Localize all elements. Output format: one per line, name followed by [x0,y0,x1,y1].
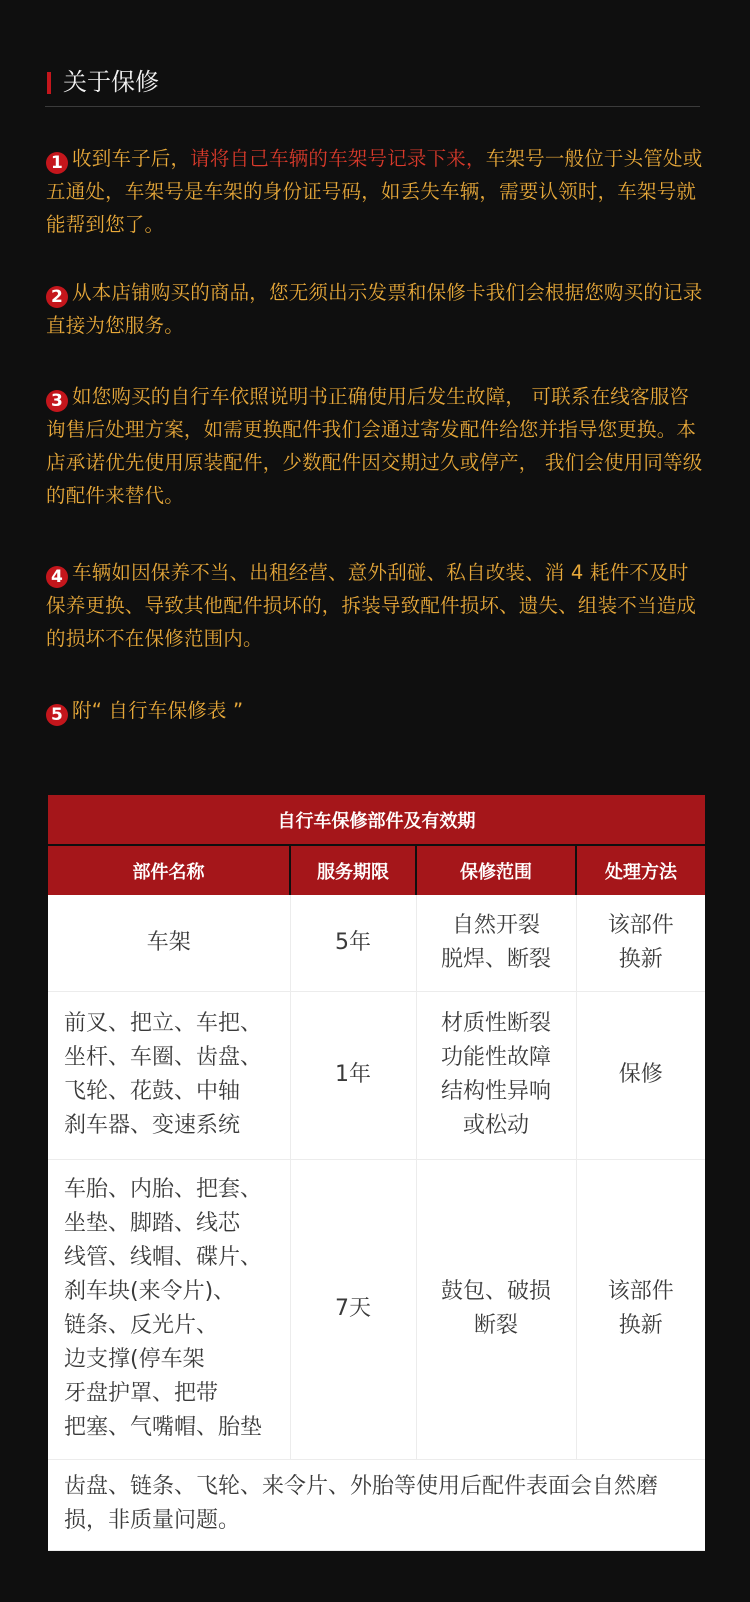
table-caption: 自行车保修部件及有效期 [48,795,705,845]
cell-part-name: 车胎、内胎、把套、 坐垫、脚踏、线芯 线管、线帽、碟片、 刹车块(来令片)、 链条、反光片、 边支撑(停车架 牙盘护罩、把带 把塞、气嘴帽、胎垫 [48,1159,290,1459]
cell-service-period: 5年 [290,895,416,991]
item-1-text-highlight: 请将自己车辆的车架号记录下来， [190,147,486,170]
cell-handling-method: 保修 [576,991,705,1159]
number-badge-1: 1 [46,152,68,174]
cell-service-period: 1年 [290,991,416,1159]
section-header [45,64,700,107]
warranty-item-5 [46,694,704,727]
item-4-text: 车辆如因保养不当、出租经营、意外刮碰、私自改装、消 4 耗件不及时保养更换、导致其他配件损坏的，拆装导致配件损坏、遗失、组装不当造成的损坏不在保修范围内。 [46,561,697,650]
column-header-warranty-scope: 保修范围 [416,845,576,895]
cell-service-period: 7天 [290,1159,416,1459]
item-1-text-post: 车架号一般位于头管处或五通处，车架号是车架的身份证号码，如丢失车辆，需要认领时，车架号就能帮到您了。 [46,147,703,236]
cell-part-name: 前叉、把立、车把、 坐杆、车圈、齿盘、 飞轮、花鼓、中轴 刹车器、变速系统 [48,991,290,1159]
cell-warranty-scope: 自然开裂 脱焊、断裂 [416,895,576,991]
cell-handling-method: 该部件 换新 [576,1159,705,1459]
item-5-text: 附“ 自行车保修表 ” [72,699,244,722]
number-badge-5: 5 [46,704,68,726]
warranty-table [48,795,705,1551]
table-row [48,1159,705,1459]
table-row [48,895,705,991]
warranty-item-3 [46,380,704,512]
warranty-item-4 [46,556,704,655]
table-note: 齿盘、链条、飞轮、来令片、外胎等使用后配件表面会自然磨损，非质量问题。 [48,1459,705,1550]
item-2-text: 从本店铺购买的商品，您无须出示发票和保修卡我们会根据您购买的记录直接为您服务。 [46,281,703,337]
page-title: 关于保修 [63,68,159,96]
column-header-service-period: 服务期限 [290,845,416,895]
cell-part-name: 车架 [48,895,290,991]
item-1-text-pre: 收到车子后， [72,147,191,170]
cell-warranty-scope: 鼓包、破损 断裂 [416,1159,576,1459]
column-header-handling-method: 处理方法 [576,845,705,895]
header-accent-bar [47,72,51,94]
cell-warranty-scope: 材质性断裂 功能性故障 结构性异响 或松动 [416,991,576,1159]
column-header-part-name: 部件名称 [48,845,290,895]
item-3-text: 如您购买的自行车依照说明书正确使用后发生故障， 可联系在线客服咨询售后处理方案，如需更换配件我们会通过寄发配件给您并指导您更换。本店承诺优先使用原装配件，少数配件因交期过久或停产， 我们会使用同等级的配件来替代。 [46,385,703,507]
cell-handling-method: 该部件 换新 [576,895,705,991]
table-row [48,991,705,1159]
warranty-item-1 [46,142,704,241]
number-badge-2: 2 [46,286,68,308]
number-badge-3: 3 [46,390,68,412]
warranty-item-2 [46,276,704,342]
table-note-row [48,1459,705,1550]
number-badge-4: 4 [46,566,68,588]
